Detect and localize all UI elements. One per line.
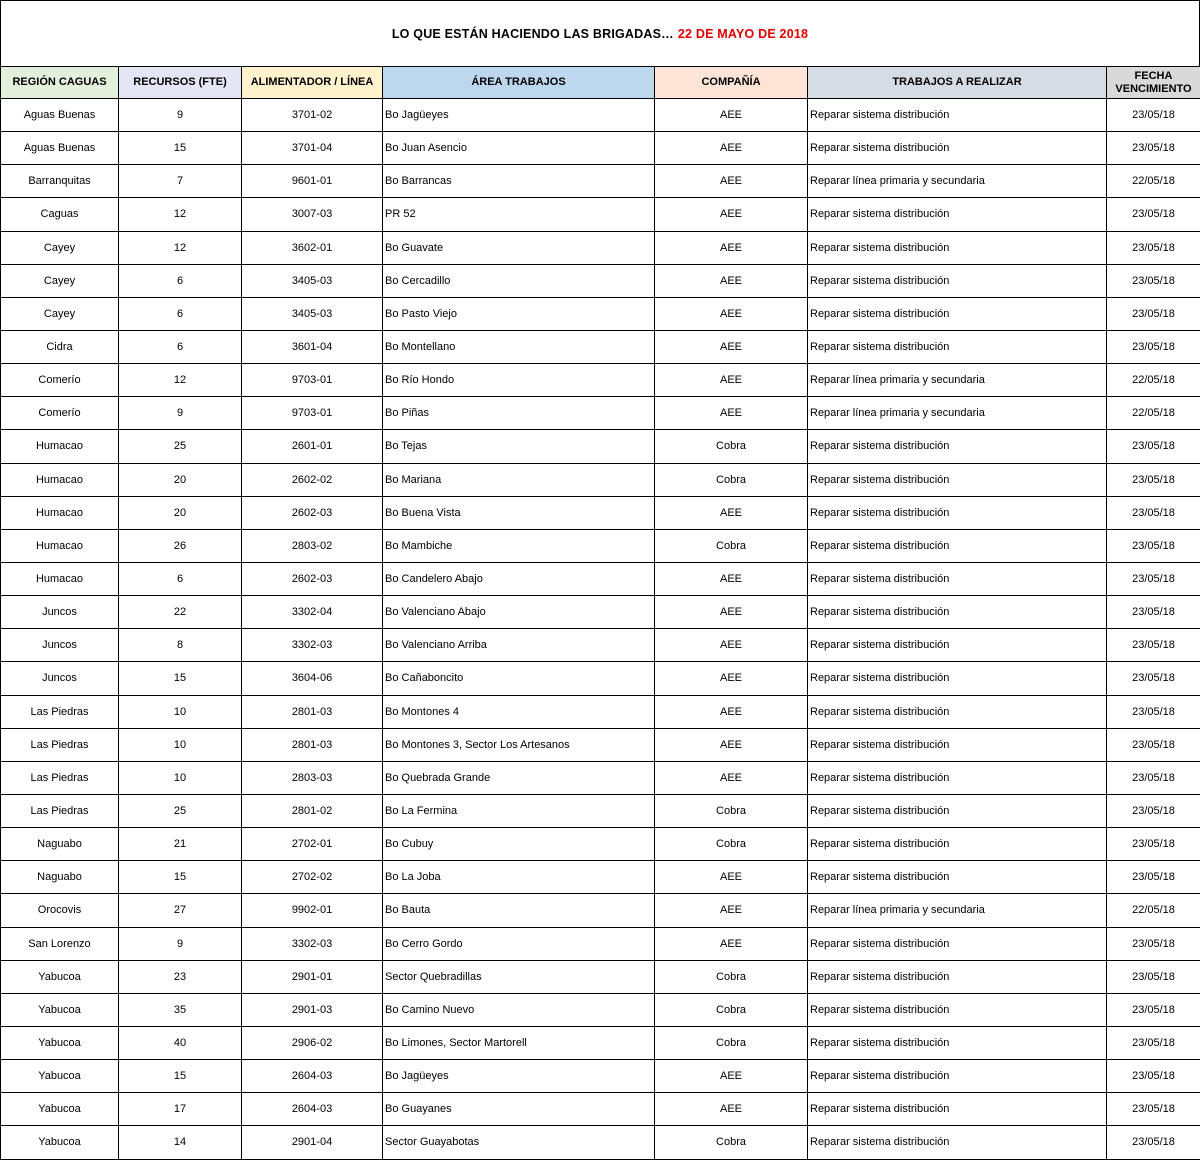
region-cell: Cayey: [1, 231, 119, 264]
region-cell: Las Piedras: [1, 695, 119, 728]
fecha-cell: 23/05/18: [1107, 330, 1200, 363]
alimentador-cell: 2803-03: [242, 761, 383, 794]
region-cell: Humacao: [1, 430, 119, 463]
recursos-cell: 12: [119, 198, 242, 231]
area-cell: Bo Guavate: [383, 231, 655, 264]
alimentador-cell: 2901-04: [242, 1126, 383, 1159]
trabajos-cell: Reparar línea primaria y secundaria: [808, 364, 1107, 397]
area-cell: Bo Juan Asencio: [383, 132, 655, 165]
region-cell: Yabucoa: [1, 1126, 119, 1159]
compania-cell: AEE: [655, 297, 808, 330]
alimentador-cell: 3604-06: [242, 662, 383, 695]
area-cell: Bo Quebrada Grande: [383, 761, 655, 794]
compania-cell: Cobra: [655, 1026, 808, 1059]
alimentador-cell: 2604-03: [242, 1060, 383, 1093]
recursos-cell: 14: [119, 1126, 242, 1159]
trabajos-cell: Reparar línea primaria y secundaria: [808, 894, 1107, 927]
trabajos-cell: Reparar sistema distribución: [808, 695, 1107, 728]
compania-cell: Cobra: [655, 463, 808, 496]
area-cell: Bo Río Hondo: [383, 364, 655, 397]
alimentador-cell: 2702-01: [242, 828, 383, 861]
alimentador-cell: 2803-02: [242, 529, 383, 562]
trabajos-cell: Reparar sistema distribución: [808, 1126, 1107, 1159]
recursos-cell: 17: [119, 1093, 242, 1126]
area-cell: Bo Guayanes: [383, 1093, 655, 1126]
table-row: [1, 662, 1200, 695]
trabajos-cell: Reparar sistema distribución: [808, 430, 1107, 463]
alimentador-cell: 3302-04: [242, 596, 383, 629]
fecha-cell: 23/05/18: [1107, 496, 1200, 529]
compania-cell: AEE: [655, 761, 808, 794]
fecha-cell: 22/05/18: [1107, 894, 1200, 927]
alimentador-cell: 3601-04: [242, 330, 383, 363]
recursos-cell: 21: [119, 828, 242, 861]
table-row: [1, 529, 1200, 562]
header-row: [1, 67, 1200, 99]
compania-cell: AEE: [655, 132, 808, 165]
compania-cell: AEE: [655, 1060, 808, 1093]
compania-cell: AEE: [655, 198, 808, 231]
area-cell: Bo La Joba: [383, 861, 655, 894]
fecha-cell: 23/05/18: [1107, 861, 1200, 894]
area-cell: Bo Cañaboncito: [383, 662, 655, 695]
area-cell: PR 52: [383, 198, 655, 231]
area-cell: Bo Limones, Sector Martorell: [383, 1026, 655, 1059]
area-cell: Bo Mariana: [383, 463, 655, 496]
compania-cell: AEE: [655, 99, 808, 132]
recursos-cell: 6: [119, 297, 242, 330]
compania-cell: AEE: [655, 397, 808, 430]
alimentador-cell: 3405-03: [242, 264, 383, 297]
table-row: [1, 927, 1200, 960]
table-row: [1, 231, 1200, 264]
table-row: [1, 430, 1200, 463]
trabajos-cell: Reparar sistema distribución: [808, 927, 1107, 960]
brigades-table: [0, 66, 1200, 1160]
table-row: [1, 264, 1200, 297]
region-cell: Juncos: [1, 662, 119, 695]
region-cell: Orocovis: [1, 894, 119, 927]
table-row: [1, 165, 1200, 198]
table-row: [1, 761, 1200, 794]
region-cell: Aguas Buenas: [1, 132, 119, 165]
fecha-cell: 23/05/18: [1107, 662, 1200, 695]
recursos-cell: 9: [119, 397, 242, 430]
table-row: [1, 1060, 1200, 1093]
table-row: [1, 132, 1200, 165]
region-cell: Yabucoa: [1, 1026, 119, 1059]
trabajos-cell: Reparar sistema distribución: [808, 828, 1107, 861]
region-cell: Humacao: [1, 529, 119, 562]
recursos-cell: 15: [119, 1060, 242, 1093]
table-row: [1, 562, 1200, 595]
region-cell: Humacao: [1, 562, 119, 595]
area-cell: Bo Tejas: [383, 430, 655, 463]
compania-cell: AEE: [655, 596, 808, 629]
fecha-cell: 22/05/18: [1107, 397, 1200, 430]
alimentador-cell: 2801-03: [242, 728, 383, 761]
trabajos-cell: Reparar sistema distribución: [808, 330, 1107, 363]
recursos-cell: 6: [119, 330, 242, 363]
alimentador-cell: 9703-01: [242, 397, 383, 430]
region-cell: Humacao: [1, 496, 119, 529]
region-cell: Yabucoa: [1, 1093, 119, 1126]
table-body: [1, 99, 1200, 1160]
table-row: [1, 894, 1200, 927]
trabajos-cell: Reparar sistema distribución: [808, 496, 1107, 529]
area-cell: Bo Montellano: [383, 330, 655, 363]
alimentador-cell: 2702-02: [242, 861, 383, 894]
alimentador-cell: 2901-01: [242, 960, 383, 993]
fecha-cell: 23/05/18: [1107, 198, 1200, 231]
table-row: [1, 198, 1200, 231]
recursos-cell: 26: [119, 529, 242, 562]
col-header-compania: COMPAÑÍA: [655, 67, 808, 99]
region-cell: Barranquitas: [1, 165, 119, 198]
region-cell: Humacao: [1, 463, 119, 496]
fecha-cell: 23/05/18: [1107, 1060, 1200, 1093]
table-row: [1, 463, 1200, 496]
alimentador-cell: 3302-03: [242, 927, 383, 960]
fecha-cell: 22/05/18: [1107, 165, 1200, 198]
alimentador-cell: 9703-01: [242, 364, 383, 397]
col-header-trabajos: TRABAJOS A REALIZAR: [808, 67, 1107, 99]
alimentador-cell: 3701-04: [242, 132, 383, 165]
compania-cell: AEE: [655, 695, 808, 728]
table-row: [1, 1026, 1200, 1059]
trabajos-cell: Reparar sistema distribución: [808, 993, 1107, 1026]
region-cell: Juncos: [1, 596, 119, 629]
trabajos-cell: Reparar sistema distribución: [808, 99, 1107, 132]
recursos-cell: 20: [119, 463, 242, 496]
alimentador-cell: 3602-01: [242, 231, 383, 264]
recursos-cell: 27: [119, 894, 242, 927]
compania-cell: AEE: [655, 165, 808, 198]
trabajos-cell: Reparar sistema distribución: [808, 529, 1107, 562]
table-row: [1, 828, 1200, 861]
trabajos-cell: Reparar sistema distribución: [808, 132, 1107, 165]
region-cell: Comerío: [1, 397, 119, 430]
area-cell: Sector Quebradillas: [383, 960, 655, 993]
region-cell: Las Piedras: [1, 728, 119, 761]
recursos-cell: 40: [119, 1026, 242, 1059]
table-row: [1, 960, 1200, 993]
table-row: [1, 330, 1200, 363]
recursos-cell: 10: [119, 695, 242, 728]
area-cell: Bo Jagüeyes: [383, 1060, 655, 1093]
recursos-cell: 15: [119, 861, 242, 894]
recursos-cell: 6: [119, 264, 242, 297]
fecha-cell: 23/05/18: [1107, 463, 1200, 496]
fecha-cell: 23/05/18: [1107, 927, 1200, 960]
region-cell: Caguas: [1, 198, 119, 231]
trabajos-cell: Reparar sistema distribución: [808, 1026, 1107, 1059]
compania-cell: AEE: [655, 264, 808, 297]
fecha-cell: 23/05/18: [1107, 629, 1200, 662]
recursos-cell: 8: [119, 629, 242, 662]
col-header-alimentador: ALIMENTADOR / LÍNEA: [242, 67, 383, 99]
recursos-cell: 12: [119, 231, 242, 264]
area-cell: Bo Mambiche: [383, 529, 655, 562]
area-cell: Bo Cubuy: [383, 828, 655, 861]
recursos-cell: 23: [119, 960, 242, 993]
area-cell: Bo La Fermina: [383, 794, 655, 827]
area-cell: Sector Guayabotas: [383, 1126, 655, 1159]
fecha-cell: 23/05/18: [1107, 728, 1200, 761]
compania-cell: Cobra: [655, 529, 808, 562]
recursos-cell: 15: [119, 132, 242, 165]
region-cell: Cidra: [1, 330, 119, 363]
trabajos-cell: Reparar línea primaria y secundaria: [808, 165, 1107, 198]
recursos-cell: 10: [119, 728, 242, 761]
fecha-cell: 22/05/18: [1107, 364, 1200, 397]
recursos-cell: 15: [119, 662, 242, 695]
area-cell: Bo Montones 3, Sector Los Artesanos: [383, 728, 655, 761]
alimentador-cell: 2602-03: [242, 496, 383, 529]
region-cell: Yabucoa: [1, 993, 119, 1026]
fecha-cell: 23/05/18: [1107, 828, 1200, 861]
alimentador-cell: 2604-03: [242, 1093, 383, 1126]
alimentador-cell: 9902-01: [242, 894, 383, 927]
region-cell: San Lorenzo: [1, 927, 119, 960]
region-cell: Las Piedras: [1, 794, 119, 827]
fecha-cell: 23/05/18: [1107, 231, 1200, 264]
recursos-cell: 22: [119, 596, 242, 629]
recursos-cell: 25: [119, 430, 242, 463]
compania-cell: AEE: [655, 1093, 808, 1126]
fecha-cell: 23/05/18: [1107, 1126, 1200, 1159]
trabajos-cell: Reparar sistema distribución: [808, 231, 1107, 264]
compania-cell: AEE: [655, 562, 808, 595]
fecha-cell: 23/05/18: [1107, 99, 1200, 132]
fecha-cell: 23/05/18: [1107, 960, 1200, 993]
table-row: [1, 297, 1200, 330]
compania-cell: AEE: [655, 861, 808, 894]
report-date: 22 DE MAYO DE 2018: [677, 26, 809, 41]
recursos-cell: 9: [119, 99, 242, 132]
alimentador-cell: 2801-03: [242, 695, 383, 728]
area-cell: Bo Cerro Gordo: [383, 927, 655, 960]
area-cell: Bo Cercadillo: [383, 264, 655, 297]
fecha-cell: 23/05/18: [1107, 430, 1200, 463]
trabajos-cell: Reparar sistema distribución: [808, 662, 1107, 695]
col-header-recursos: RECURSOS (FTE): [119, 67, 242, 99]
compania-cell: Cobra: [655, 993, 808, 1026]
table-row: [1, 99, 1200, 132]
fecha-cell: 23/05/18: [1107, 596, 1200, 629]
fecha-cell: 23/05/18: [1107, 761, 1200, 794]
region-cell: Las Piedras: [1, 761, 119, 794]
alimentador-cell: 3405-03: [242, 297, 383, 330]
area-cell: Bo Camino Nuevo: [383, 993, 655, 1026]
recursos-cell: 25: [119, 794, 242, 827]
compania-cell: AEE: [655, 927, 808, 960]
compania-cell: AEE: [655, 496, 808, 529]
area-cell: Bo Valenciano Arriba: [383, 629, 655, 662]
fecha-cell: 23/05/18: [1107, 297, 1200, 330]
compania-cell: AEE: [655, 728, 808, 761]
alimentador-cell: 2901-03: [242, 993, 383, 1026]
alimentador-cell: 2602-02: [242, 463, 383, 496]
fecha-cell: 23/05/18: [1107, 794, 1200, 827]
table-row: [1, 1126, 1200, 1159]
trabajos-cell: Reparar sistema distribución: [808, 596, 1107, 629]
recursos-cell: 6: [119, 562, 242, 595]
alimentador-cell: 3007-03: [242, 198, 383, 231]
table-row: [1, 364, 1200, 397]
area-cell: Bo Montones 4: [383, 695, 655, 728]
region-cell: Juncos: [1, 629, 119, 662]
alimentador-cell: 2601-01: [242, 430, 383, 463]
fecha-cell: 23/05/18: [1107, 1093, 1200, 1126]
trabajos-cell: Reparar línea primaria y secundaria: [808, 397, 1107, 430]
table-row: [1, 629, 1200, 662]
compania-cell: AEE: [655, 629, 808, 662]
alimentador-cell: 2906-02: [242, 1026, 383, 1059]
table-row: [1, 596, 1200, 629]
compania-cell: AEE: [655, 894, 808, 927]
trabajos-cell: Reparar sistema distribución: [808, 861, 1107, 894]
trabajos-cell: Reparar sistema distribución: [808, 264, 1107, 297]
compania-cell: Cobra: [655, 794, 808, 827]
compania-cell: AEE: [655, 330, 808, 363]
area-cell: Bo Candelero Abajo: [383, 562, 655, 595]
fecha-cell: 23/05/18: [1107, 264, 1200, 297]
compania-cell: AEE: [655, 231, 808, 264]
area-cell: Bo Valenciano Abajo: [383, 596, 655, 629]
table-row: [1, 695, 1200, 728]
region-cell: Naguabo: [1, 861, 119, 894]
recursos-cell: 12: [119, 364, 242, 397]
region-cell: Yabucoa: [1, 960, 119, 993]
table-row: [1, 397, 1200, 430]
table-row: [1, 794, 1200, 827]
region-cell: Cayey: [1, 264, 119, 297]
trabajos-cell: Reparar sistema distribución: [808, 198, 1107, 231]
alimentador-cell: 3701-02: [242, 99, 383, 132]
trabajos-cell: Reparar sistema distribución: [808, 629, 1107, 662]
area-cell: Bo Barrancas: [383, 165, 655, 198]
region-cell: Naguabo: [1, 828, 119, 861]
recursos-cell: 9: [119, 927, 242, 960]
table-row: [1, 861, 1200, 894]
trabajos-cell: Reparar sistema distribución: [808, 794, 1107, 827]
recursos-cell: 7: [119, 165, 242, 198]
region-cell: Yabucoa: [1, 1060, 119, 1093]
region-cell: Cayey: [1, 297, 119, 330]
compania-cell: AEE: [655, 364, 808, 397]
trabajos-cell: Reparar sistema distribución: [808, 728, 1107, 761]
trabajos-cell: Reparar sistema distribución: [808, 1093, 1107, 1126]
trabajos-cell: Reparar sistema distribución: [808, 960, 1107, 993]
fecha-cell: 23/05/18: [1107, 695, 1200, 728]
trabajos-cell: Reparar sistema distribución: [808, 761, 1107, 794]
fecha-cell: 23/05/18: [1107, 993, 1200, 1026]
compania-cell: AEE: [655, 662, 808, 695]
report-title: [0, 0, 1200, 66]
region-cell: Comerío: [1, 364, 119, 397]
alimentador-cell: 2801-02: [242, 794, 383, 827]
alimentador-cell: 3302-03: [242, 629, 383, 662]
alimentador-cell: 2602-03: [242, 562, 383, 595]
col-header-area: ÁREA TRABAJOS: [383, 67, 655, 99]
fecha-cell: 23/05/18: [1107, 132, 1200, 165]
fecha-cell: 23/05/18: [1107, 529, 1200, 562]
compania-cell: Cobra: [655, 430, 808, 463]
table-row: [1, 728, 1200, 761]
table-row: [1, 496, 1200, 529]
area-cell: Bo Pasto Viejo: [383, 297, 655, 330]
compania-cell: Cobra: [655, 828, 808, 861]
col-header-region: REGIÓN CAGUAS: [1, 67, 119, 99]
trabajos-cell: Reparar sistema distribución: [808, 297, 1107, 330]
area-cell: Bo Buena Vista: [383, 496, 655, 529]
recursos-cell: 10: [119, 761, 242, 794]
table-row: [1, 993, 1200, 1026]
fecha-cell: 23/05/18: [1107, 562, 1200, 595]
recursos-cell: 35: [119, 993, 242, 1026]
trabajos-cell: Reparar sistema distribución: [808, 562, 1107, 595]
table-row: [1, 1093, 1200, 1126]
report-title-text: LO QUE ESTÁN HACIENDO LAS BRIGADAS…: [391, 26, 674, 41]
alimentador-cell: 9601-01: [242, 165, 383, 198]
compania-cell: Cobra: [655, 960, 808, 993]
recursos-cell: 20: [119, 496, 242, 529]
area-cell: Bo Bauta: [383, 894, 655, 927]
region-cell: Aguas Buenas: [1, 99, 119, 132]
trabajos-cell: Reparar sistema distribución: [808, 463, 1107, 496]
col-header-fecha: FECHA VENCIMIENTO: [1107, 67, 1200, 99]
fecha-cell: 23/05/18: [1107, 1026, 1200, 1059]
area-cell: Bo Piñas: [383, 397, 655, 430]
compania-cell: Cobra: [655, 1126, 808, 1159]
area-cell: Bo Jagüeyes: [383, 99, 655, 132]
trabajos-cell: Reparar sistema distribución: [808, 1060, 1107, 1093]
